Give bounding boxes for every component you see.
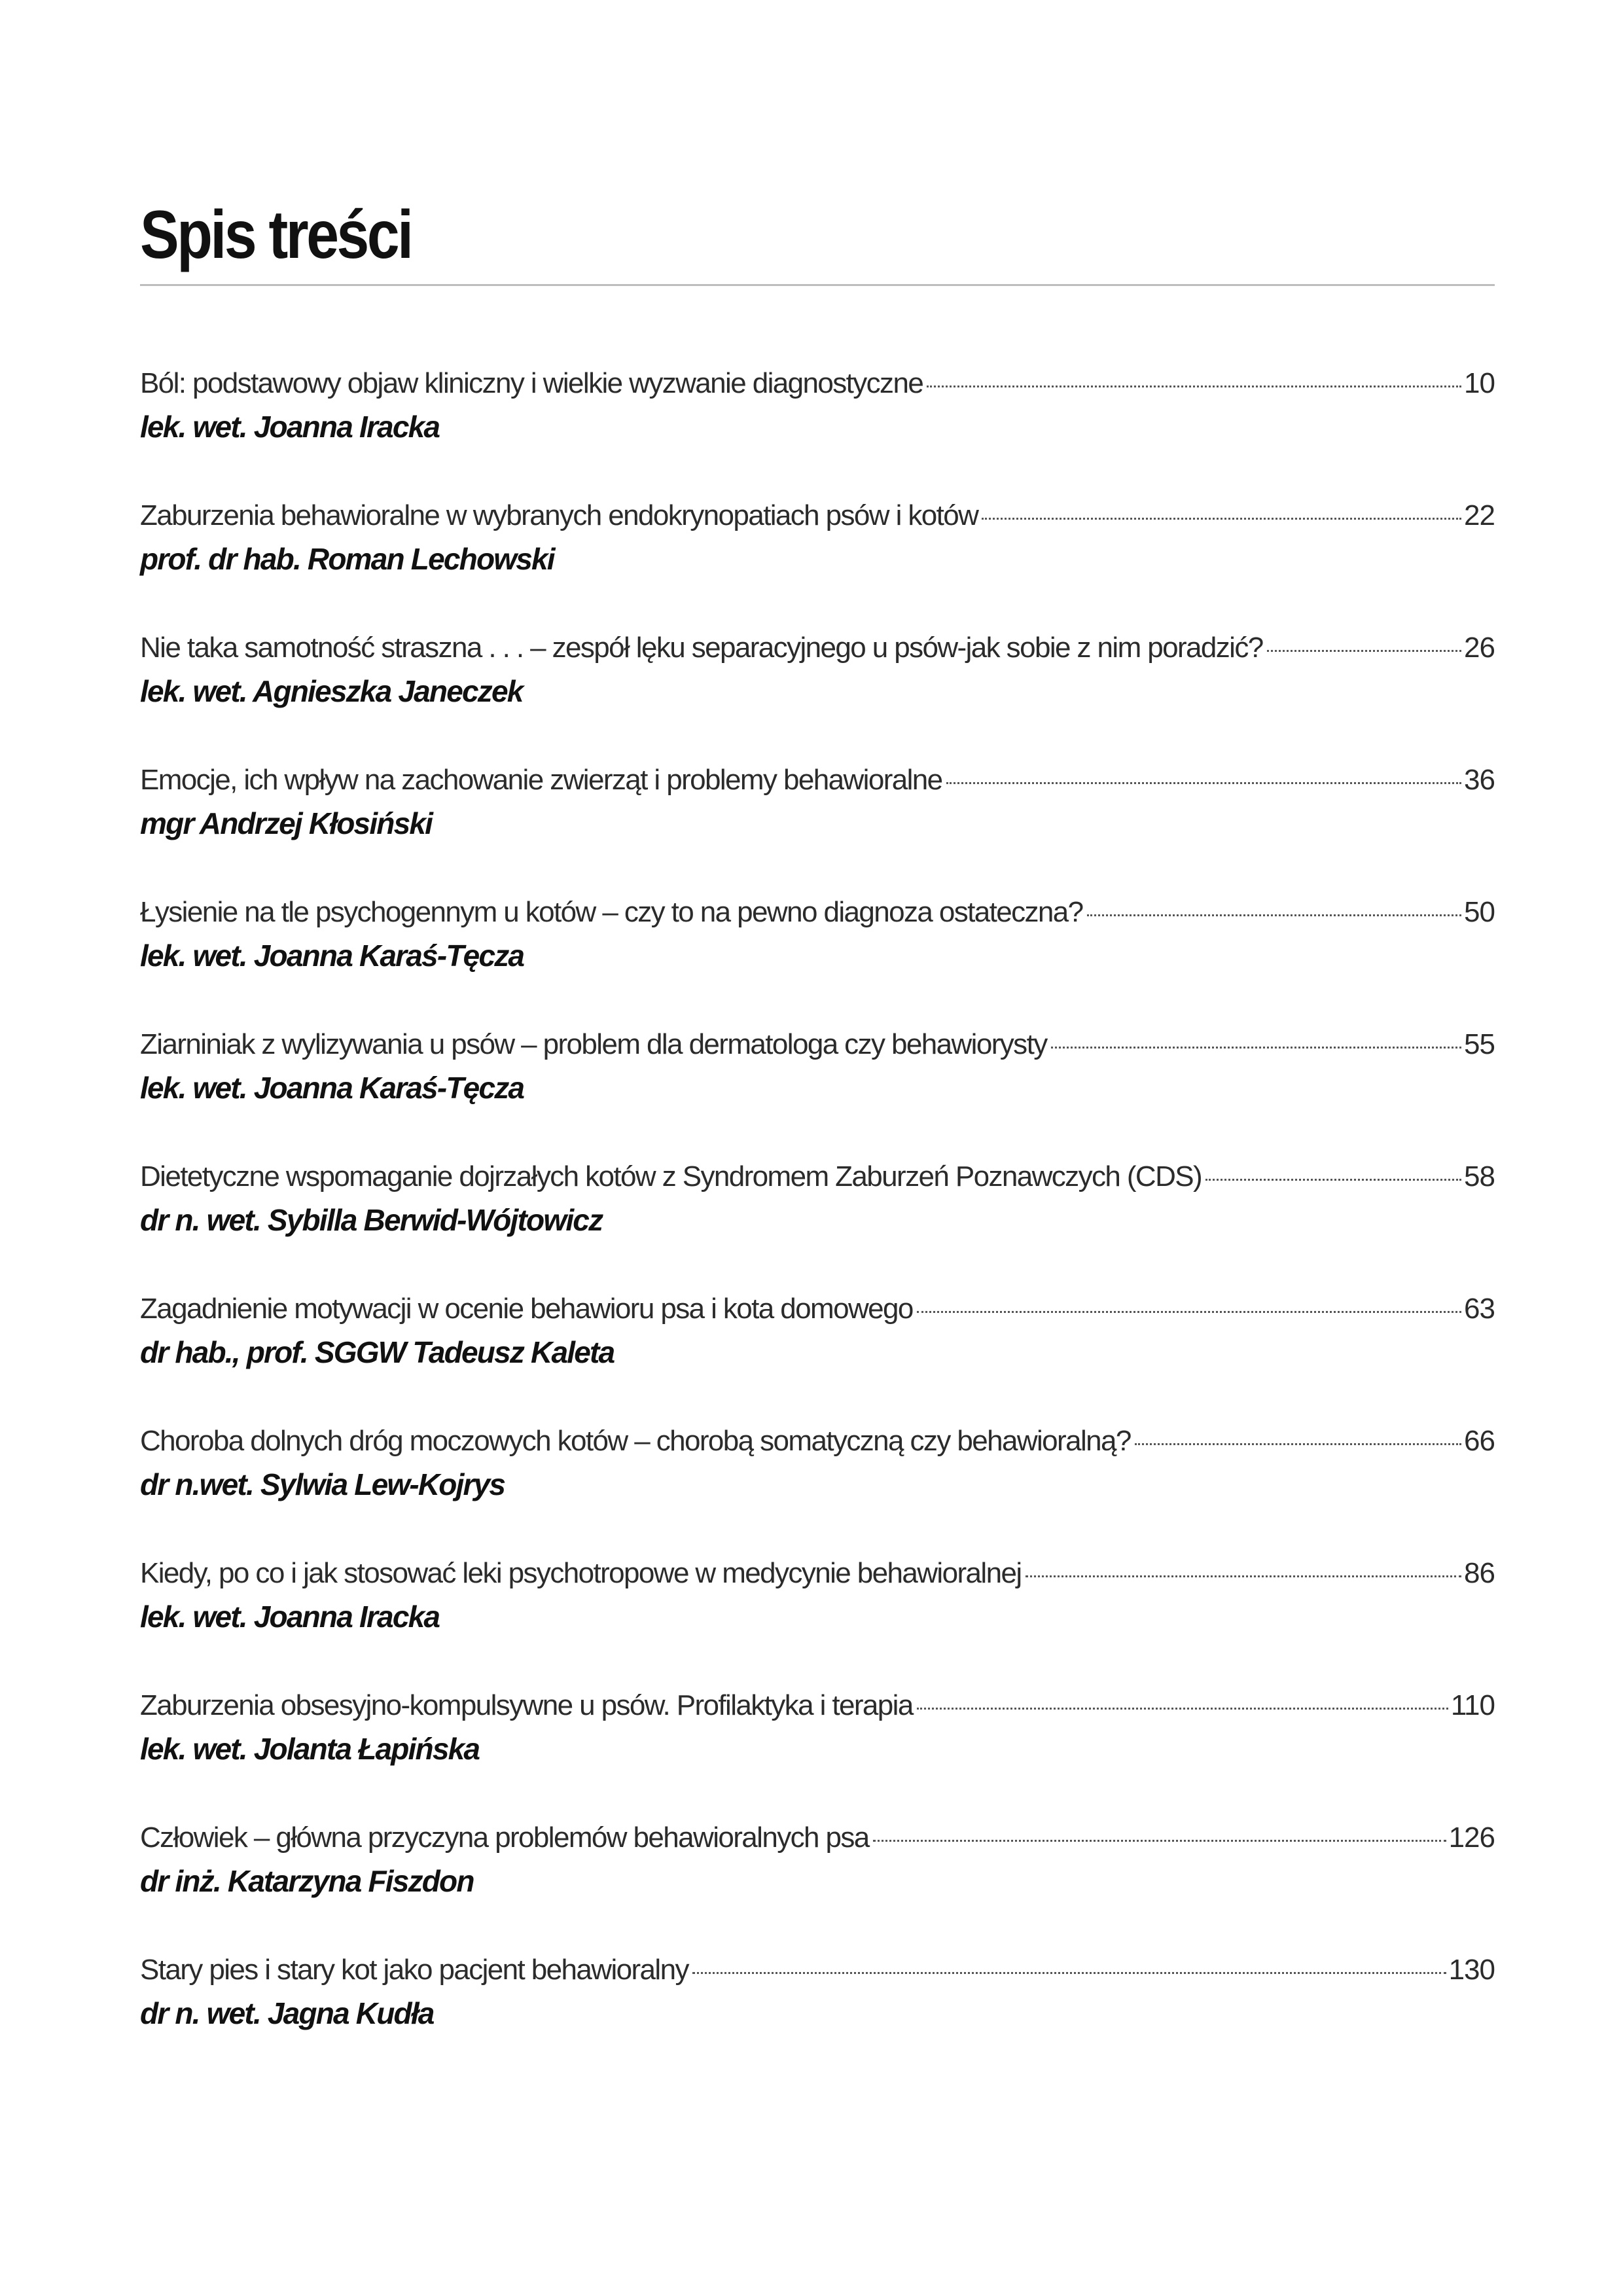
toc-entry[interactable] [140,1816,1495,1948]
toc-entry-title: Zagadnienie motywacji w ocenie behawioru psa i kota domowego [140,1293,913,1325]
toc-entry-author: lek. wet. Joanna Iracka [140,410,440,444]
toc-entry-page: 63 [1464,1293,1495,1325]
toc-entry-line [140,1948,1495,1992]
toc-entry-author: lek. wet. Joanna Iracka [140,1600,440,1634]
dot-leader [946,782,1461,784]
toc-entry-title: Choroba dolnych dróg moczowych kotów – chorobą somatyczną czy behawioralną? [140,1425,1131,1457]
title-divider [140,284,1495,286]
toc-entry-page: 55 [1464,1028,1495,1060]
toc-entry-title: Człowiek – główna przyczyna problemów behawioralnych psa [140,1821,869,1854]
toc-entry-page: 22 [1464,499,1495,531]
dot-leader [873,1840,1446,1842]
toc-entry-line [140,493,1495,538]
toc-entry-page: 86 [1464,1557,1495,1589]
toc-entry-author: dr n. wet. Jagna Kudła [140,1996,434,2030]
dot-leader [1026,1575,1462,1577]
toc-entry[interactable] [140,758,1495,890]
dot-leader [1135,1443,1461,1445]
toc-entry-page: 110 [1450,1689,1495,1721]
toc-entry-title: Ból: podstawowy objaw kliniczny i wielkie wyzwanie diagnostyczne [140,367,923,399]
dot-leader [927,386,1461,387]
toc-entry-title: Kiedy, po co i jak stosować leki psychotropowe w medycynie behawioralnej [140,1557,1022,1589]
toc-entry[interactable] [140,1683,1495,1816]
toc-entry-line [140,626,1495,670]
toc-entry-title: Łysienie na tle psychogennym u kotów – czy to na pewno diagnoza ostateczna? [140,896,1083,928]
toc-entry-page: 66 [1464,1425,1495,1457]
toc-entry-title: Ziarniniak z wylizywania u psów – problem dla dermatologa czy behawiorysty [140,1028,1047,1060]
page-title: Spis treści [140,197,412,273]
toc-entry[interactable] [140,1022,1495,1155]
toc-entry-author: lek. wet. Joanna Karaś-Tęcza [140,939,524,973]
dot-leader [1051,1047,1461,1049]
toc-entry-line [140,361,1495,406]
dot-leader [917,1311,1461,1313]
toc-entry-line [140,1419,1495,1463]
toc-entry-line [140,1287,1495,1331]
toc-entry[interactable] [140,1419,1495,1551]
toc-entry-title: Stary pies i stary kot jako pacjent behawioralny [140,1954,688,1986]
toc-entry[interactable] [140,361,1495,493]
toc-entry[interactable] [140,1948,1495,2080]
toc-entry-title: Dietetyczne wspomaganie dojrzałych kotów z Syndromem Zaburzeń Poznawczych (CDS) [140,1160,1202,1193]
dot-leader [1087,914,1462,916]
toc-entry[interactable] [140,493,1495,626]
toc-entry-page: 58 [1464,1160,1495,1193]
toc-entry-line [140,890,1495,935]
toc-entry-author: lek. wet. Agnieszka Janeczek [140,674,523,708]
toc-entry-page: 126 [1448,1821,1495,1854]
dot-leader [1267,650,1461,652]
toc-entry-line [140,1816,1495,1860]
dot-leader [917,1708,1448,1710]
toc-entry-title: Emocje, ich wpływ na zachowanie zwierząt i problemy behawioralne [140,764,942,796]
toc-entry-author: dr n.wet. Sylwia Lew-Kojrys [140,1467,505,1501]
toc-entry-title: Nie taka samotność straszna . . . – zespół lęku separacyjnego u psów-jak sobie z nim poradzić? [140,632,1263,664]
toc-entry-author: dr inż. Katarzyna Fiszdon [140,1864,474,1898]
toc-page [140,0,1495,2296]
toc-entry-author: dr n. wet. Sybilla Berwid-Wójtowicz [140,1203,603,1237]
toc-entry-page: 26 [1464,632,1495,664]
toc-entry-line [140,1155,1495,1199]
table-of-contents [140,361,1495,2080]
toc-entry-page: 10 [1464,367,1495,399]
dot-leader [692,1972,1446,1974]
toc-entry-page: 130 [1448,1954,1495,1986]
toc-entry-author: lek. wet. Jolanta Łapińska [140,1732,480,1766]
toc-entry-title: Zaburzenia behawioralne w wybranych endokrynopatiach psów i kotów [140,499,978,531]
toc-entry-line [140,1551,1495,1596]
toc-entry-author: dr hab., prof. SGGW Tadeusz Kaleta [140,1335,615,1369]
toc-entry[interactable] [140,890,1495,1022]
toc-entry[interactable] [140,1155,1495,1287]
toc-entry[interactable] [140,1287,1495,1419]
toc-entry-line [140,1022,1495,1067]
dot-leader [982,518,1461,520]
toc-entry-line [140,758,1495,802]
toc-entry-author: lek. wet. Joanna Karaś-Tęcza [140,1071,524,1105]
toc-entry-page: 50 [1464,896,1495,928]
toc-entry-author: mgr Andrzej Kłosiński [140,806,433,840]
toc-entry[interactable] [140,626,1495,758]
toc-entry-title: Zaburzenia obsesyjno-kompulsywne u psów. Profilaktyka i terapia [140,1689,913,1721]
toc-entry[interactable] [140,1551,1495,1683]
toc-entry-line [140,1683,1495,1728]
dot-leader [1205,1179,1461,1181]
toc-entry-page: 36 [1464,764,1495,796]
toc-entry-author: prof. dr hab. Roman Lechowski [140,542,554,576]
